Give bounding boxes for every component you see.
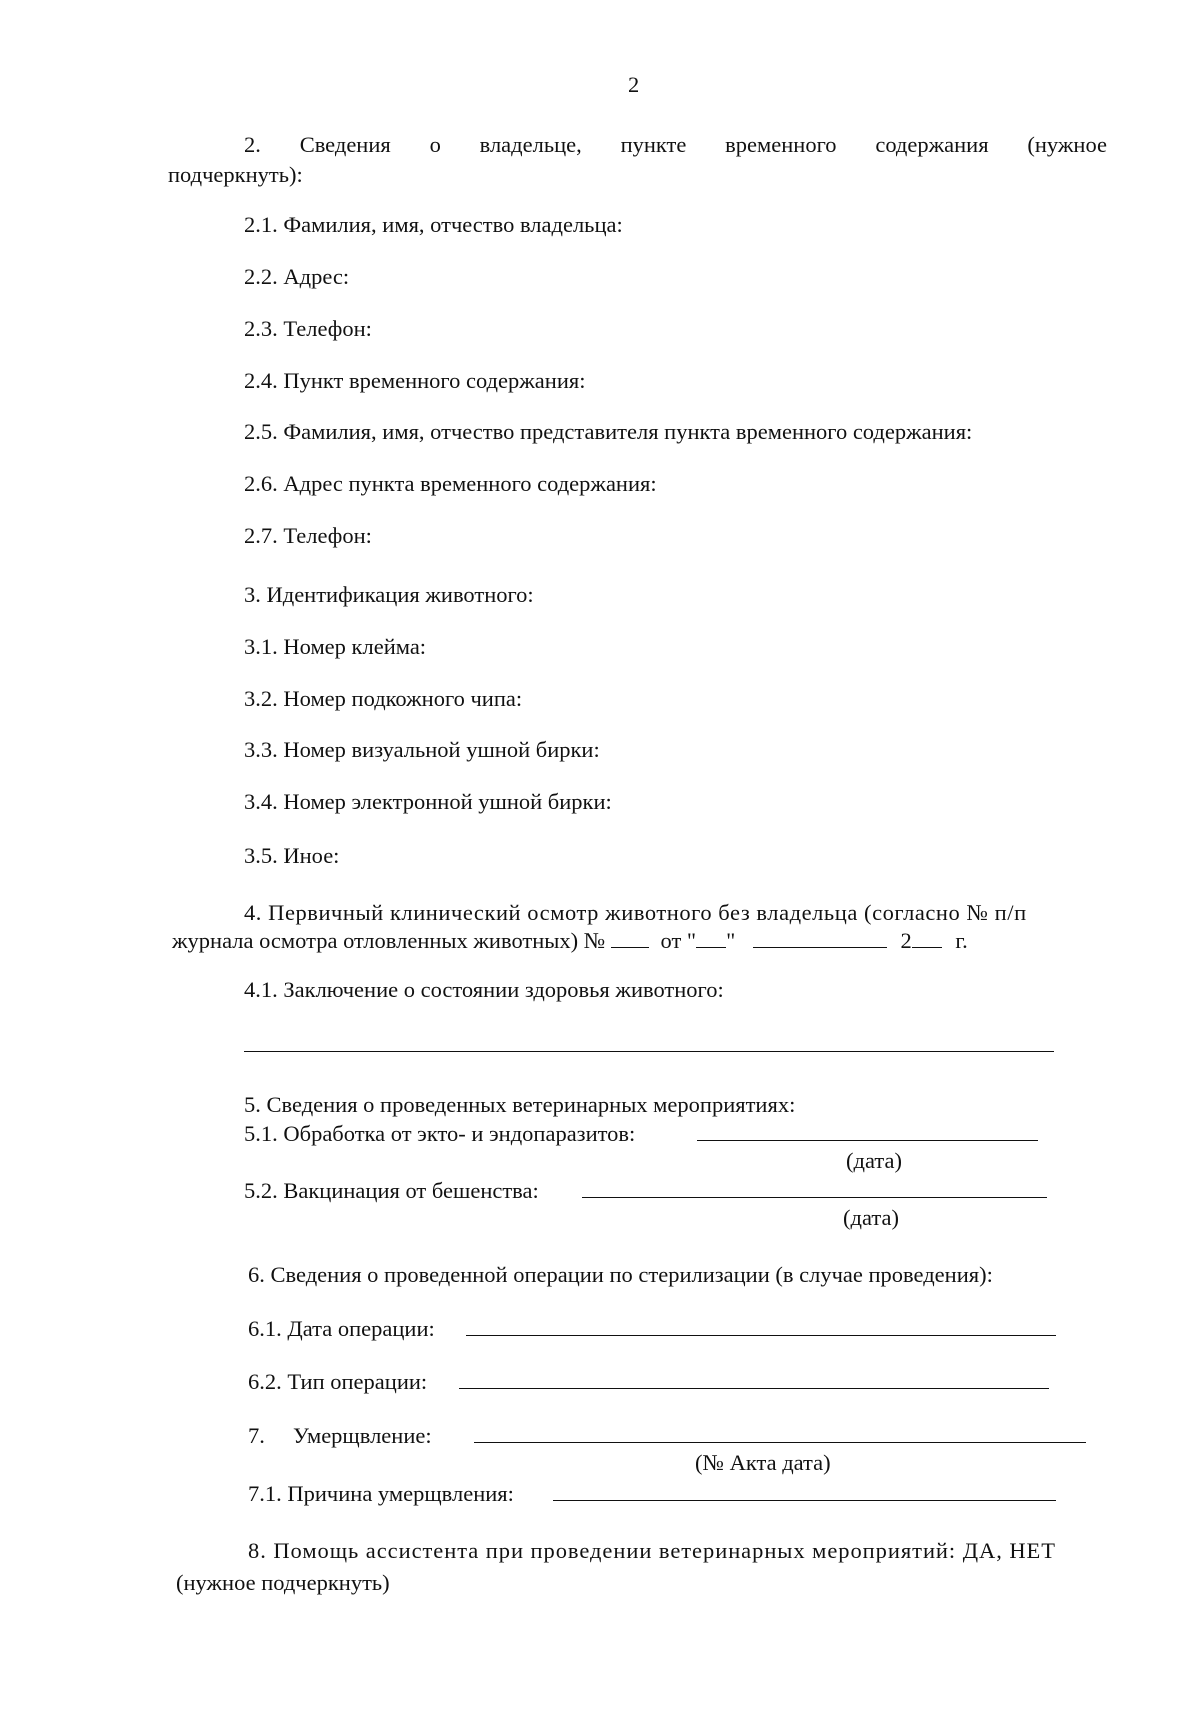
s2-word-6: временного [725,132,837,157]
euthanasia-reason-line[interactable] [553,1500,1056,1501]
section-4-line-2 [172,928,968,954]
item-5-1: 5.1. Обработка от экто- и эндопаразитов: [244,1121,636,1146]
s4-quote: " [726,928,736,953]
item-5-2-caption: (дата) [843,1205,899,1230]
item-2-6: 2.6. Адрес пункта временного содержания: [244,471,657,496]
rabies-vaccination-date-line[interactable] [582,1197,1047,1198]
section-7-caption: (№ Акта дата) [695,1450,831,1475]
day-field[interactable] [696,929,726,948]
section-2-title [244,132,1107,158]
section-8-line-2: (нужное подчеркнуть) [176,1570,390,1595]
euthanasia-act-line[interactable] [474,1442,1086,1443]
year-field[interactable] [912,929,942,948]
section-3-title: 3. Идентификация животного: [244,582,534,607]
item-2-1: 2.1. Фамилия, имя, отчество владельца: [244,212,623,237]
s2-word-8: (нужное [1027,132,1107,157]
section-5-title: 5. Сведения о проведенных ветеринарных мероприятиях: [244,1092,796,1117]
item-5-2: 5.2. Вакцинация от бешенства: [244,1178,539,1203]
parasite-treatment-date-line[interactable] [697,1140,1038,1141]
s2-word-7: содержания [875,132,989,157]
item-6-2: 6.2. Тип операции: [248,1369,428,1394]
item-4-1: 4.1. Заключение о состоянии здоровья животного: [244,977,724,1002]
item-2-5: 2.5. Фамилия, имя, отчество представителя пункта временного содержания: [244,419,973,444]
section-6-title: 6. Сведения о проведенной операции по стерилизации (в случае проведения): [248,1262,993,1287]
section-4-line-1: 4. Первичный клинический осмотр животного без владельца (согласно № п/п [244,900,1027,925]
s2-word-4: владельце, [479,132,582,157]
item-2-3: 2.3. Телефон: [244,316,372,341]
item-3-2: 3.2. Номер подкожного чипа: [244,686,523,711]
s4-from-label: от " [660,928,697,953]
item-2-2: 2.2. Адрес: [244,264,350,289]
operation-type-line[interactable] [459,1388,1049,1389]
s4-year-suffix: г. [955,928,968,953]
item-6-1: 6.1. Дата операции: [248,1316,435,1341]
item-3-1: 3.1. Номер клейма: [244,634,427,659]
page-number: 2 [628,72,640,97]
s2-word-3: о [429,132,441,157]
section-8-line-1: 8. Помощь ассистента при проведении ветеринарных мероприятий: ДА, НЕТ [248,1538,1056,1563]
operation-date-line[interactable] [466,1335,1056,1336]
health-conclusion-line[interactable] [244,1051,1054,1052]
section-2-title-cont: подчеркнуть): [168,162,303,187]
item-5-1-caption: (дата) [846,1148,902,1173]
section-7-title: Умерщвление: [293,1423,432,1448]
s4-journal-label: журнала осмотра отловленных животных) № [172,928,606,953]
s2-word-2: Сведения [299,132,391,157]
item-3-4: 3.4. Номер электронной ушной бирки: [244,789,612,814]
item-2-4: 2.4. Пункт временного содержания: [244,368,586,393]
s4-year-prefix: 2 [900,928,912,953]
month-field[interactable] [753,929,887,948]
s2-word-1: 2. [244,132,261,157]
journal-number-field[interactable] [611,929,649,948]
s2-word-5: пункте [620,132,687,157]
item-7-1: 7.1. Причина умерщвления: [248,1481,514,1506]
item-3-3: 3.3. Номер визуальной ушной бирки: [244,737,600,762]
item-2-7: 2.7. Телефон: [244,523,372,548]
section-7-number: 7. [248,1423,265,1448]
item-3-5: 3.5. Иное: [244,843,340,868]
